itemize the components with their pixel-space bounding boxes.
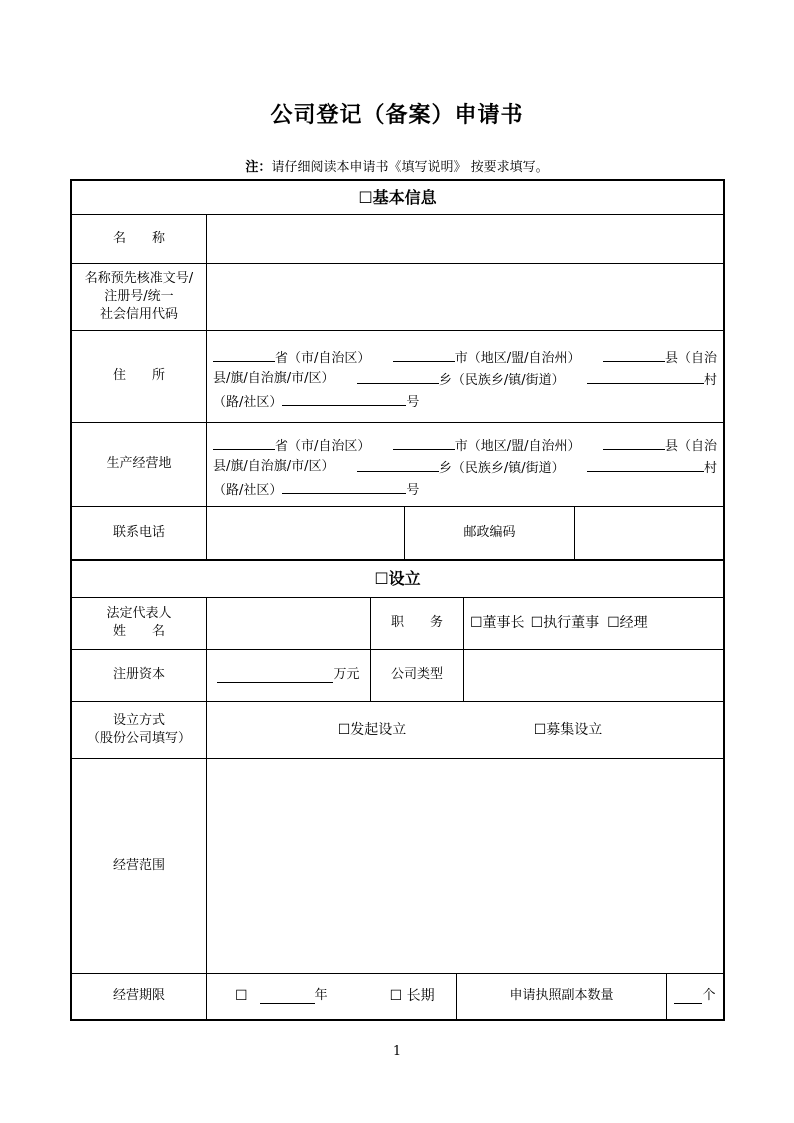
address-county-cont: 县/旗/自治旗/市/区） (213, 371, 335, 386)
address-village: 村 (703, 461, 717, 476)
position-options (464, 597, 723, 649)
term-years-blank[interactable] (260, 989, 315, 1004)
phone-label: 联系电话 (112, 524, 165, 540)
section-basic-info[interactable]: ☐基本信息 (358, 187, 437, 207)
chairman-checkbox[interactable]: ☐董事长 (470, 615, 525, 631)
business-place-label: 生产经营地 (106, 456, 172, 471)
address-village: 村 (703, 373, 717, 388)
address-number: 号 (406, 395, 420, 410)
residence-label: 住 所 (112, 368, 165, 383)
address-road: （路/社区） (213, 483, 283, 498)
legal-rep-label-line: 姓 名 (112, 624, 165, 639)
name-field[interactable] (207, 214, 723, 263)
note-prefix: 注： (245, 160, 272, 175)
term-years-checkbox[interactable]: ☐ (235, 988, 248, 1004)
setup-method-label (72, 701, 206, 758)
capital-unit: 万元 (333, 667, 360, 682)
instruction-note (0, 156, 794, 175)
registered-capital-label: 注册资本 (112, 667, 165, 682)
address-province: 省（市/自治区） (275, 439, 371, 454)
license-copies-field[interactable] (667, 973, 723, 1019)
setup-method-label-line: 设立方式 (112, 712, 165, 728)
long-term-checkbox[interactable]: ☐ 长期 (389, 988, 435, 1004)
offering-setup-checkbox[interactable]: ☐募集设立 (533, 721, 603, 738)
page-number: 1 (392, 1044, 402, 1059)
position-label: 职 务 (390, 615, 443, 630)
postal-code-field[interactable] (575, 506, 723, 559)
executive-director-checkbox[interactable]: ☐执行董事 (530, 615, 600, 631)
name-code-label (72, 263, 206, 330)
business-place-address-field[interactable] (213, 435, 717, 501)
residence-address-field[interactable] (213, 347, 717, 413)
address-county: 县（自治 (664, 351, 717, 366)
address-city: 市（地区/盟/自治州） (454, 439, 581, 454)
postal-code-label: 邮政编码 (463, 524, 516, 540)
application-form (70, 179, 725, 1021)
company-type-field[interactable] (464, 649, 723, 701)
business-scope-field[interactable] (207, 758, 723, 973)
address-city: 市（地区/盟/自治州） (454, 351, 581, 366)
legal-rep-name-field[interactable] (207, 597, 370, 649)
address-province: 省（市/自治区） (275, 351, 371, 366)
copies-unit: 个 (702, 988, 716, 1003)
legal-rep-label-line: 法定代表人 (106, 606, 172, 621)
name-code-label-line: 社会信用代码 (99, 306, 178, 322)
setup-method-label-line: （股份公司填写） (86, 730, 191, 746)
address-township: 乡（民族乡/镇/街道） (438, 373, 565, 388)
note-text: 请仔细阅读本申请书《填写说明》 按要求填写。 (271, 160, 549, 175)
name-label: 名 称 (112, 230, 165, 246)
term-year-unit: 年 (314, 988, 328, 1003)
license-copies-label: 申请执照副本数量 (509, 988, 614, 1003)
section-setup[interactable]: ☐设立 (374, 569, 421, 588)
business-term-options (207, 973, 456, 1019)
registered-capital-field[interactable] (207, 649, 370, 701)
address-township: 乡（民族乡/镇/街道） (438, 461, 565, 476)
address-county-cont: 县/旗/自治旗/市/区） (213, 459, 335, 474)
company-type-label: 公司类型 (390, 667, 443, 682)
legal-rep-label (72, 597, 206, 649)
page-title: 公司登记（备案）申请书 (270, 103, 524, 128)
name-code-field[interactable] (207, 263, 723, 330)
name-code-label-line: 注册号/统一 (104, 288, 174, 304)
name-code-label-line: 名称预先核准文号/ (84, 270, 194, 286)
business-term-label: 经营期限 (112, 988, 165, 1003)
address-county: 县（自治 (664, 439, 717, 454)
address-road: （路/社区） (213, 395, 283, 410)
address-number: 号 (406, 483, 420, 498)
phone-field[interactable] (207, 506, 404, 559)
sponsored-setup-checkbox[interactable]: ☐发起设立 (337, 721, 407, 738)
manager-checkbox[interactable]: ☐经理 (607, 615, 648, 631)
business-scope-label: 经营范围 (112, 857, 165, 873)
